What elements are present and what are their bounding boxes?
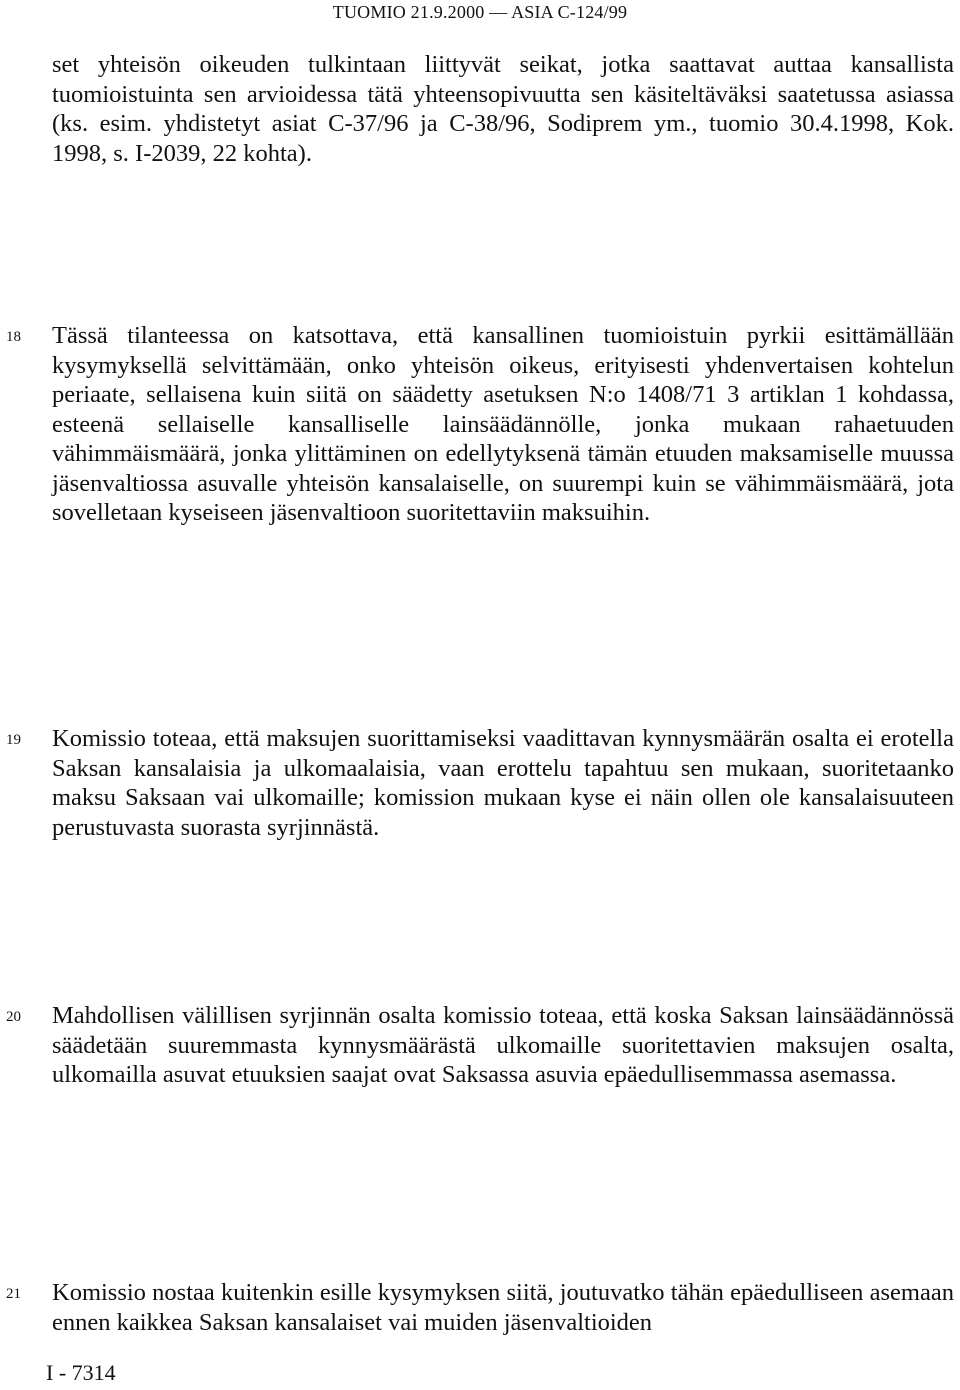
paragraph-number-19: 19 [6,732,21,748]
paragraph-19: Komissio toteaa, että maksujen suorittamiseksi vaadittavan kynnysmäärän osalta ei erotella Saksan kansalaisia ja ulkomaalaisia, vaan erottelu tapahtuu sen mukaan, suoritetaanko maksu Saksaan vai ulkomaille; komission mukaan kyse ei näin ollen ole kansalaisuuteen perustuvasta suorasta syrjinnästä. [52,725,954,841]
running-head: TUOMIO 21.9.2000 — ASIA C-124/99 [332,2,628,22]
page-folio: I - 7314 [46,1360,116,1385]
paragraph-20: Mahdollisen välillisen syrjinnän osalta komissio toteaa, että koska Saksan lainsäädännössä säädetään suuremmasta kynnysmäärästä ulkomaille suoritettavien maksujen osalta, ulkomailla asuvat etuuksien saajat ovat Saksassa asuvia epäedullisemmassa asemassa. [52,1002,954,1088]
paragraph-number-21: 21 [6,1286,21,1302]
paragraph-continuation: set yhteisön oikeuden tulkintaan liittyvät seikat, jotka saattavat auttaa kansallista tuomioistuinta sen arvioidessa tätä yhteensopivuutta sen käsiteltäväksi saatetussa asiassa (ks. esim. yhdistetyt asiat C-37/96 ja C-38/96, Sodiprem ym., tuomio 30.4.1998, Kok. 1998, s. I-2039, 22 kohta). [52,51,954,167]
paragraph-21: Komissio nostaa kuitenkin esille kysymyksen siitä, joutuvatko tähän epäedulliseen asemaan ennen kaikkea Saksan kansalaiset vai muiden jäsenvaltioiden [52,1279,954,1336]
paragraph-18: Tässä tilanteessa on katsottava, että kansallinen tuomioistuin pyrkii esittämällään kysymyksellä selvittämään, onko yhteisön oikeus, erityisesti yhdenvertaisen kohtelun periaate, sellaisena kuin siitä on säädetty asetuksen N:o 1408/71 3 artiklan 1 kohdassa, esteenä sellaiselle kansalliselle lainsäädännölle, jonka mukaan rahaetuuden vähimmäismäärä, jonka ylittäminen on edellytyksenä tämän etuuden maksamiselle muussa jäsenvaltiossa asuvalle yhteisön kansalaiselle, on suurempi kuin se vähimmäismäärä, jota sovelletaan kyseiseen jäsenvaltioon suoritettaviin maksuihin. [52,322,954,526]
paragraph-number-18: 18 [6,329,21,345]
paragraph-number-20: 20 [6,1009,21,1025]
